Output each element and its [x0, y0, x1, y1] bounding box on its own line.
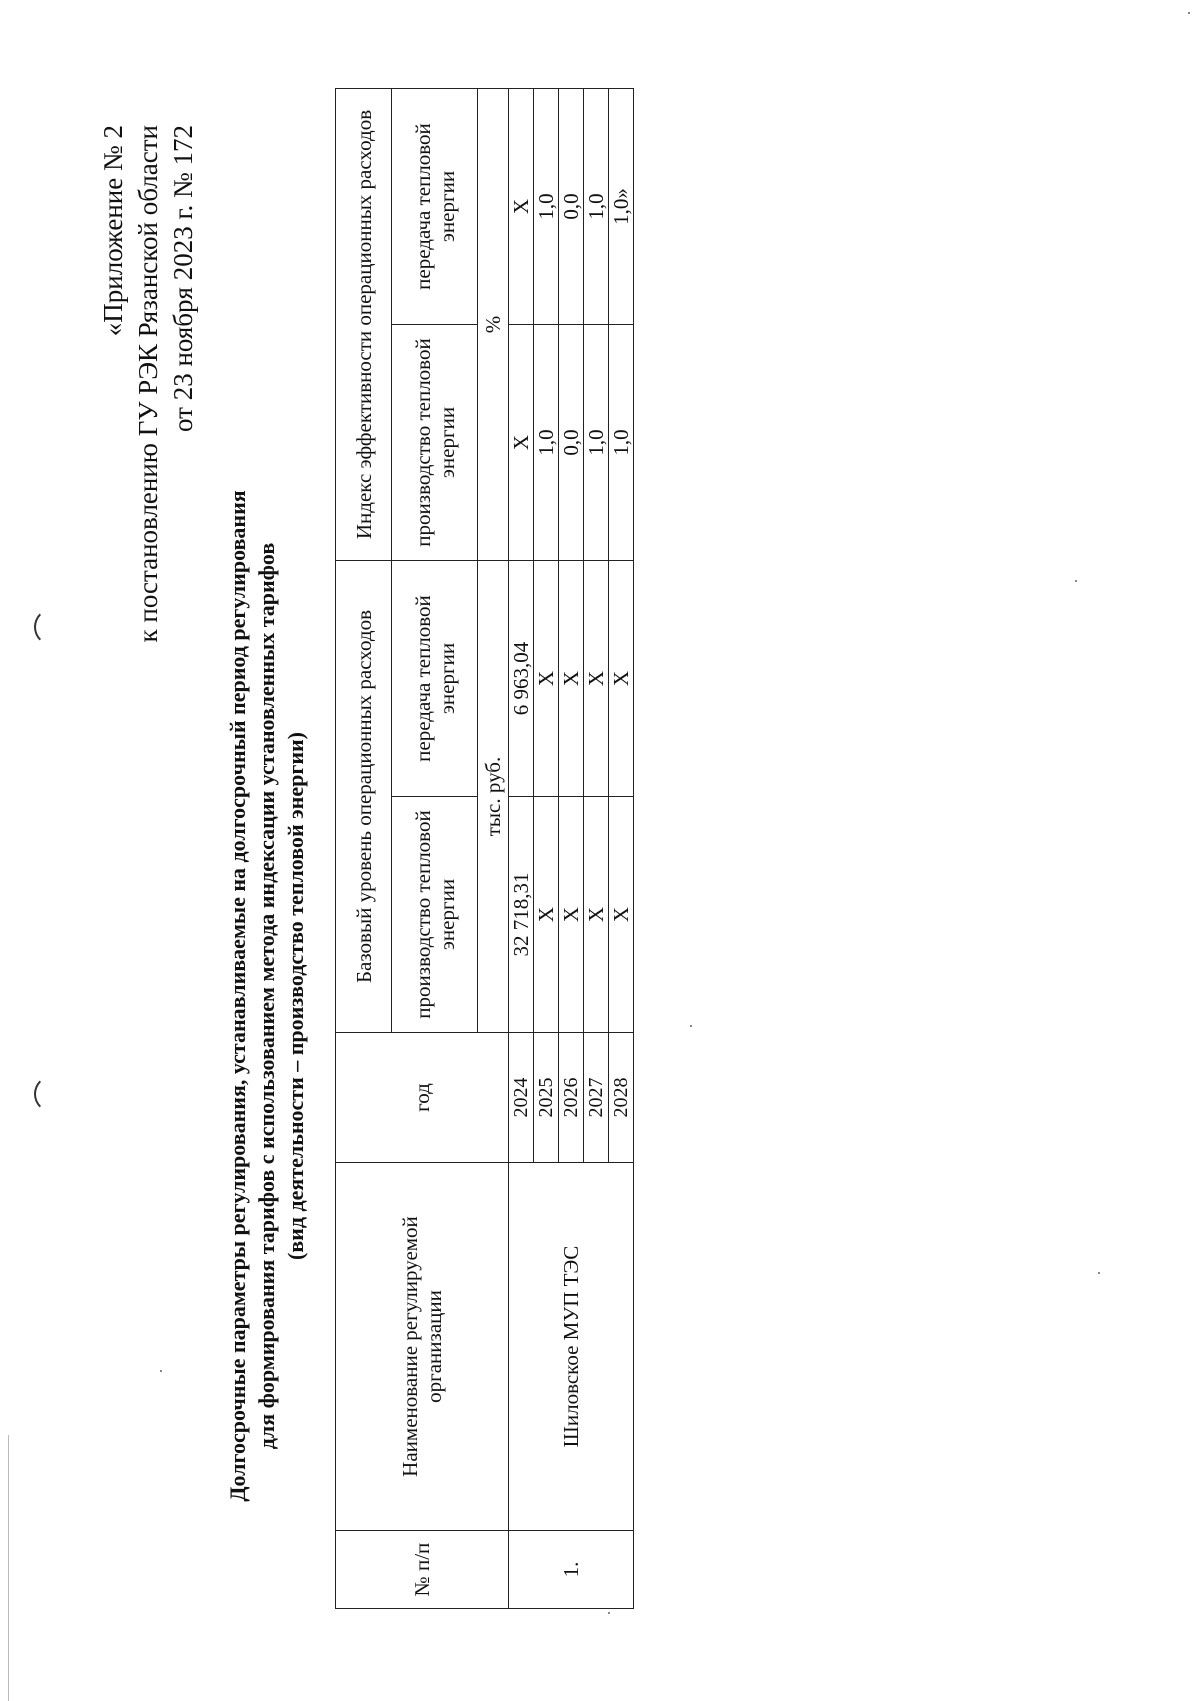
base-production-cell: X — [609, 797, 634, 1033]
unit-thousand-rub: тыс. руб. — [478, 561, 509, 1033]
index-production-cell: 1,0 — [584, 325, 609, 561]
header-base-transfer: передача тепловой энергии — [392, 561, 478, 797]
header-year: год — [336, 1033, 509, 1163]
parameters-table — [335, 88, 634, 1609]
base-transfer-cell: X — [609, 561, 634, 797]
row-number: 1. — [509, 1531, 634, 1609]
year-cell: 2025 — [534, 1033, 559, 1163]
base-production-cell: 32 718,31 — [509, 797, 534, 1033]
index-transfer-cell: X — [509, 89, 534, 325]
header-index-transfer: передача тепловой энергии — [392, 89, 478, 325]
header-index-production: производство тепловой энергии — [392, 325, 478, 561]
table-row — [509, 89, 534, 1609]
header-efficiency-index: Индекс эффективности операционных расходов — [336, 89, 392, 561]
header-base-opex: Базовый уровень операционных расходов — [336, 561, 392, 1033]
index-transfer-cell: 1,0» — [609, 89, 634, 325]
base-transfer-cell: X — [559, 561, 584, 797]
year-cell: 2024 — [509, 1033, 534, 1163]
base-production-cell: X — [584, 797, 609, 1033]
index-production-cell: 1,0 — [534, 325, 559, 561]
base-production-cell: X — [534, 797, 559, 1033]
organization-name: Шиловское МУП ТЭС — [509, 1163, 634, 1531]
index-transfer-cell: 1,0 — [584, 89, 609, 325]
title-line-1: Долгосрочные параметры регулирования, устанавливаемые на долгосрочный период регулирования — [225, 490, 250, 1502]
base-transfer-cell: 6 963,04 — [509, 561, 534, 797]
index-transfer-cell: 0,0 — [559, 89, 584, 325]
base-production-cell: X — [559, 797, 584, 1033]
base-transfer-cell: X — [584, 561, 609, 797]
appendix-block — [96, 125, 201, 642]
header-number: № п/п — [336, 1531, 509, 1609]
appendix-resolution: к постановлению ГУ РЭК Рязанской области — [133, 125, 163, 643]
header-base-production: производство тепловой энергии — [392, 797, 478, 1033]
title-line-2: для формирования тарифов с использованием метода индексации установленных тарифов — [254, 542, 279, 1450]
index-transfer-cell: 1,0 — [534, 89, 559, 325]
year-cell: 2028 — [609, 1033, 634, 1163]
base-transfer-cell: X — [534, 561, 559, 797]
unit-percent: % — [478, 89, 509, 561]
year-cell: 2026 — [559, 1033, 584, 1163]
appendix-date: от 23 ноября 2023 г. № 172 — [168, 125, 198, 432]
index-production-cell: 0,0 — [559, 325, 584, 561]
appendix-number: «Приложение № 2 — [98, 125, 128, 337]
index-production-cell: 1,0 — [609, 325, 634, 561]
header-organization: Наименование регулируемой организации — [336, 1163, 509, 1531]
index-production-cell: X — [509, 325, 534, 561]
document-title — [223, 411, 310, 1581]
year-cell: 2027 — [584, 1033, 609, 1163]
title-line-3: (вид деятельности – производство тепловой энергии) — [283, 731, 308, 1261]
